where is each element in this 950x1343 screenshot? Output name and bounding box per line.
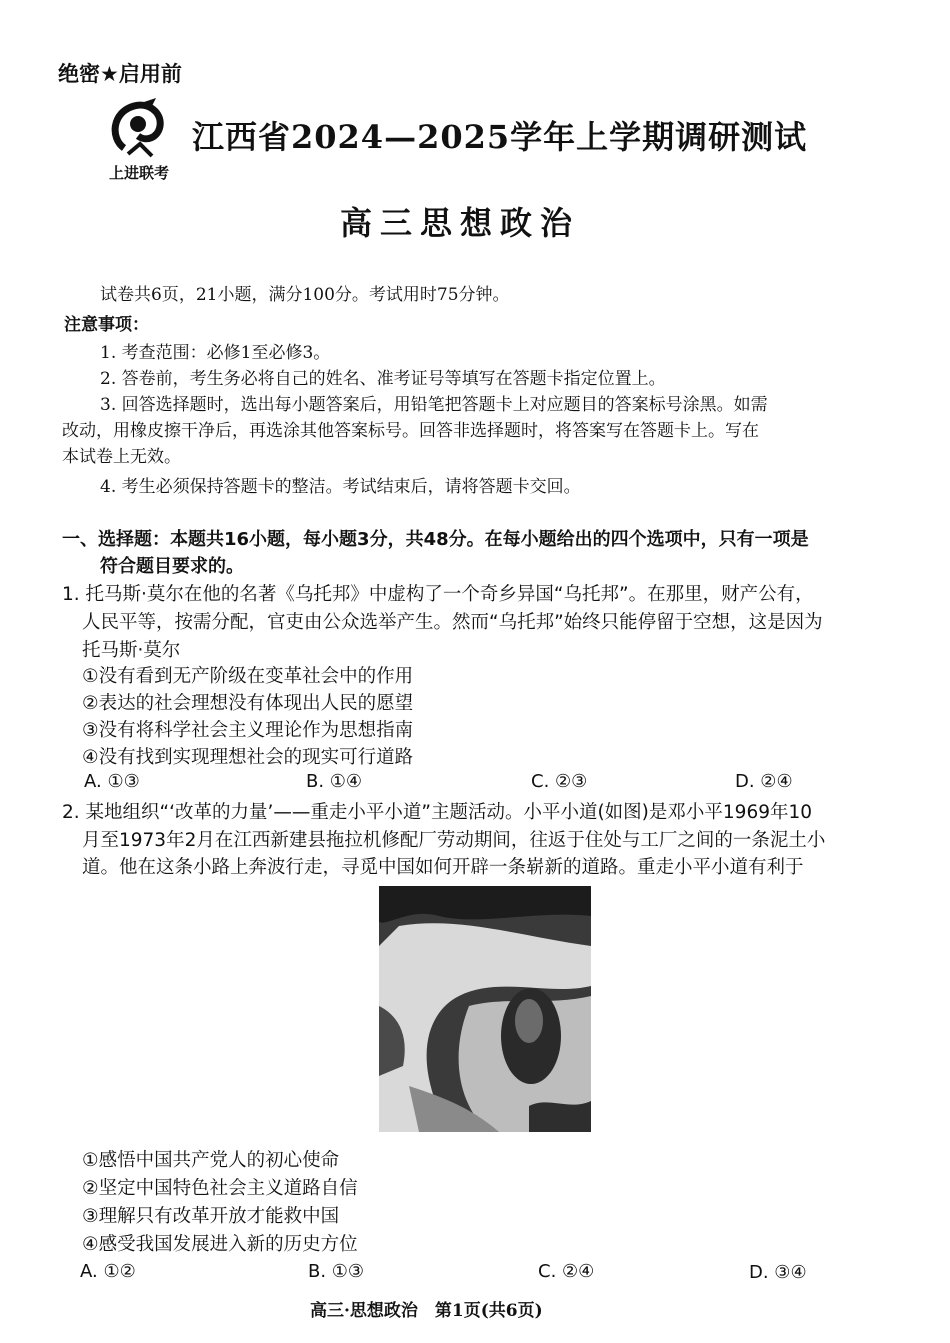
q1-statement-2: ②表达的社会理想没有体现出人民的愿望 [82, 693, 414, 714]
exam-intro: 试卷共6页，21小题，满分100分。考试用时75分钟。 [100, 285, 510, 305]
q1-stem-line-2: 人民平等，按需分配，官吏由公众选举产生。然而“乌托邦”始终只能停留于空想，这是因为 [82, 612, 823, 633]
q2-stem-line-1: 2. 某地组织“‘改革的力量’——重走小平小道”主题活动。小平小道(如图)是邓小平1969年10 [62, 802, 813, 823]
q1-stem-line-1: 1. 托马斯·莫尔在他的名著《乌托邦》中虚构了一个奇乡异国“乌托邦”。在那里，财产公有， [62, 584, 814, 605]
page-footer: 高三·思想政治 第1页(共6页) [310, 1301, 543, 1321]
q1-option-a: A. ①③ [84, 771, 140, 792]
q1-option-b: B. ①④ [306, 771, 363, 792]
secret-label: 绝密★启用前 [58, 62, 182, 86]
q1-statement-1: ①没有看到无产阶级在变革社会中的作用 [82, 666, 414, 687]
subject-title: 高三思想政治 [340, 204, 581, 242]
q2-statement-3: ③理解只有改革开放才能救中国 [82, 1206, 340, 1227]
notice-item-1: 1. 考查范围：必修1至必修3。 [100, 343, 331, 363]
q2-option-a: A. ①② [80, 1261, 136, 1282]
notice-item-2: 2. 答卷前，考生务必将自己的姓名、准考证号等填写在答题卡指定位置上。 [100, 369, 666, 389]
notice-item-3-line-3: 本试卷上无效。 [62, 447, 181, 467]
exam-logo [104, 98, 174, 186]
notice-heading: 注意事项： [64, 315, 149, 335]
q2-stem-line-2: 月至1973年2月在江西新建县拖拉机修配厂劳动期间，往返于住处与工厂之间的一条泥土小 [82, 830, 826, 851]
section-heading-line-2: 符合题目要求的。 [100, 556, 244, 577]
q2-statement-4: ④感受我国发展进入新的历史方位 [82, 1234, 358, 1255]
notice-item-4: 4. 考生必须保持答题卡的整洁。考试结束后，请将答题卡交回。 [100, 477, 581, 497]
q2-statement-1: ①感悟中国共产党人的初心使命 [82, 1150, 340, 1171]
q2-stem-line-3: 道。他在这条小路上奔波行走，寻觅中国如何开辟一条崭新的道路。重走小平小道有利于 [82, 857, 804, 878]
q2-option-c: C. ②④ [538, 1261, 595, 1282]
q1-statement-3: ③没有将科学社会主义理论作为思想指南 [82, 720, 414, 741]
q1-option-d: D. ②④ [735, 771, 793, 792]
logo-mark-icon [104, 98, 174, 162]
section-heading-line-1: 一、选择题：本题共16小题，每小题3分，共48分。在每小题给出的四个选项中，只有一项是 [62, 529, 809, 550]
exam-title: 江西省2024—2025学年上学期调研测试 [192, 118, 808, 156]
q1-option-c: C. ②③ [531, 771, 588, 792]
q2-option-b: B. ①③ [308, 1261, 365, 1282]
xiaoping-path-photo [379, 886, 591, 1132]
q2-option-d: D. ③④ [749, 1262, 807, 1283]
q1-stem-line-3: 托马斯·莫尔 [82, 640, 181, 661]
logo-text: 上进联考 [108, 164, 169, 182]
q2-statement-2: ②坚定中国特色社会主义道路自信 [82, 1178, 358, 1199]
notice-item-3-line-2: 改动，用橡皮擦干净后，再选涂其他答案标号。回答非选择题时，将答案写在答题卡上。写在 [62, 421, 759, 441]
q1-statement-4: ④没有找到实现理想社会的现实可行道路 [82, 747, 414, 768]
notice-item-3-line-1: 3. 回答选择题时，选出每小题答案后，用铅笔把答题卡上对应题目的答案标号涂黑。如需 [100, 395, 768, 415]
